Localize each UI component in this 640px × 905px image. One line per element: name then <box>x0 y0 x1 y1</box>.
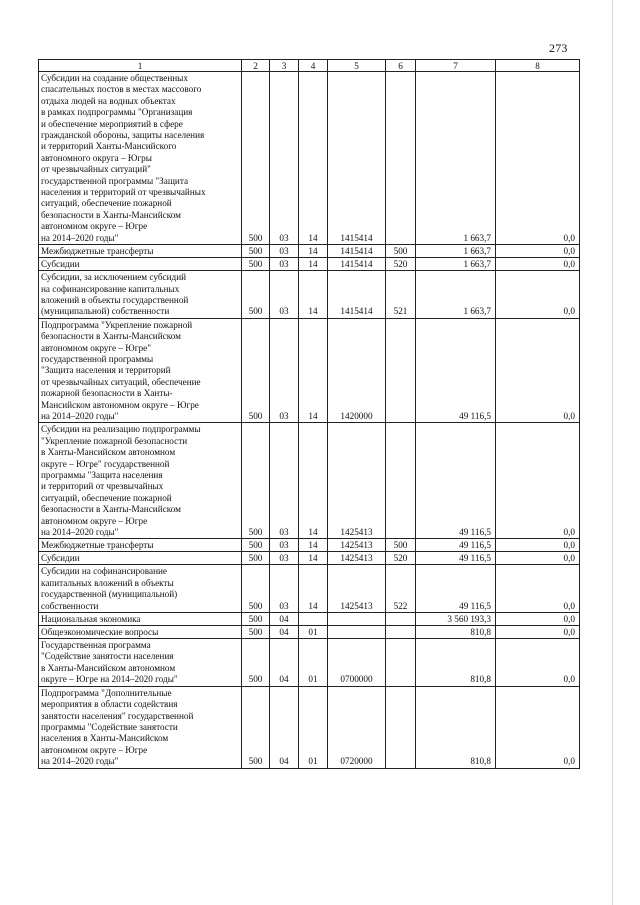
column-header-1: 1 <box>39 60 242 72</box>
row-target-article: 1425413 <box>328 423 386 539</box>
row-name: Субсидии на реализацию подпрограммы "Укрепление пожарной безопасности в Ханты-Мансийском автономном округе – Югре" государственной программы "Защита населения и территорий от чрезвычайных ситуаций, обеспечение пожарной безопасности в Ханты-Мансийском автономном округе – Югре на 2014–2020 годы" <box>39 423 242 539</box>
table-row <box>39 565 580 613</box>
row-section: 04 <box>270 613 299 626</box>
row-expense-type: 521 <box>386 271 416 319</box>
row-name: Подпрограмма "Укрепление пожарной безопасности в Ханты-Мансийском автономном округе – Югре" государственной программы "Защита населения и территорий от чрезвычайных ситуаций, обеспечение пожарной безопасности в Ханты- Мансийском автономном округе – Югре на 2014–2020 годы" <box>39 318 242 423</box>
table-row <box>39 271 580 319</box>
row-subsection: 14 <box>299 565 328 613</box>
row-amount: 1 663,7 <box>416 258 496 271</box>
table-row <box>39 245 580 258</box>
row-target-article <box>328 613 386 626</box>
row-name: Межбюджетные трансферты <box>39 245 242 258</box>
table-row <box>39 318 580 423</box>
table-row <box>39 258 580 271</box>
row-expense-type: 520 <box>386 552 416 565</box>
row-subsection: 14 <box>299 271 328 319</box>
row-amount-secondary: 0,0 <box>496 72 580 245</box>
row-amount-secondary: 0,0 <box>496 245 580 258</box>
row-target-article: 1420000 <box>328 318 386 423</box>
row-grbs: 500 <box>242 639 270 687</box>
row-subsection: 14 <box>299 423 328 539</box>
row-target-article <box>328 626 386 639</box>
row-subsection: 14 <box>299 318 328 423</box>
row-amount-secondary: 0,0 <box>496 639 580 687</box>
row-target-article: 1415414 <box>328 72 386 245</box>
row-amount-secondary: 0,0 <box>496 539 580 552</box>
row-grbs: 500 <box>242 423 270 539</box>
row-section: 03 <box>270 258 299 271</box>
row-section: 04 <box>270 686 299 768</box>
row-expense-type: 500 <box>386 539 416 552</box>
row-grbs: 500 <box>242 626 270 639</box>
row-subsection: 14 <box>299 245 328 258</box>
row-grbs: 500 <box>242 72 270 245</box>
row-amount: 49 116,5 <box>416 565 496 613</box>
row-amount: 49 116,5 <box>416 552 496 565</box>
table-row <box>39 539 580 552</box>
row-grbs: 500 <box>242 613 270 626</box>
scan-edge-line <box>612 0 613 905</box>
row-expense-type <box>386 626 416 639</box>
row-name: Общеэкономические вопросы <box>39 626 242 639</box>
table-row <box>39 423 580 539</box>
row-amount: 49 116,5 <box>416 423 496 539</box>
row-amount-secondary: 0,0 <box>496 686 580 768</box>
column-header-6: 6 <box>386 60 416 72</box>
table-row <box>39 552 580 565</box>
row-amount-secondary: 0,0 <box>496 552 580 565</box>
table-row <box>39 639 580 687</box>
row-name: Подпрограмма "Дополнительные мероприятия в области содействия занятости населения" государственной программы "Содействие занятости населения в Ханты-Мансийском автономном округе – Югре на 2014–2020 годы" <box>39 686 242 768</box>
row-expense-type <box>386 72 416 245</box>
page-number: 273 <box>549 41 568 55</box>
table-header-row <box>39 60 580 72</box>
row-section: 03 <box>270 72 299 245</box>
column-header-8: 8 <box>496 60 580 72</box>
row-grbs: 500 <box>242 552 270 565</box>
row-subsection <box>299 613 328 626</box>
row-name: Субсидии, за исключением субсидий на софинансирование капитальных вложений в объекты государственной (муниципальной) собственности <box>39 271 242 319</box>
row-section: 03 <box>270 245 299 258</box>
row-amount-secondary: 0,0 <box>496 626 580 639</box>
row-grbs: 500 <box>242 686 270 768</box>
row-name: Государственная программа "Содействие занятости населения в Ханты-Мансийском автономном округе – Югре на 2014–2020 годы" <box>39 639 242 687</box>
row-subsection: 14 <box>299 539 328 552</box>
table-row <box>39 72 580 245</box>
row-section: 03 <box>270 539 299 552</box>
column-header-3: 3 <box>270 60 299 72</box>
row-target-article: 1425413 <box>328 565 386 613</box>
column-header-7: 7 <box>416 60 496 72</box>
row-target-article: 1415414 <box>328 245 386 258</box>
row-expense-type: 500 <box>386 245 416 258</box>
row-expense-type <box>386 613 416 626</box>
row-amount: 1 663,7 <box>416 72 496 245</box>
row-expense-type: 520 <box>386 258 416 271</box>
row-amount-secondary: 0,0 <box>496 565 580 613</box>
row-section: 03 <box>270 318 299 423</box>
row-amount: 1 663,7 <box>416 245 496 258</box>
row-name: Субсидии <box>39 258 242 271</box>
row-expense-type <box>386 686 416 768</box>
row-amount: 1 663,7 <box>416 271 496 319</box>
row-expense-type <box>386 639 416 687</box>
row-section: 03 <box>270 423 299 539</box>
row-grbs: 500 <box>242 318 270 423</box>
row-subsection: 14 <box>299 552 328 565</box>
row-grbs: 500 <box>242 539 270 552</box>
row-grbs: 500 <box>242 258 270 271</box>
budget-table <box>38 59 580 769</box>
row-name: Национальная экономика <box>39 613 242 626</box>
row-amount-secondary: 0,0 <box>496 318 580 423</box>
row-section: 03 <box>270 565 299 613</box>
column-header-2: 2 <box>242 60 270 72</box>
table-row <box>39 686 580 768</box>
row-amount: 49 116,5 <box>416 318 496 423</box>
row-subsection: 14 <box>299 258 328 271</box>
row-subsection: 01 <box>299 626 328 639</box>
row-grbs: 500 <box>242 565 270 613</box>
row-amount: 49 116,5 <box>416 539 496 552</box>
row-subsection: 01 <box>299 639 328 687</box>
row-target-article: 0720000 <box>328 686 386 768</box>
row-amount-secondary: 0,0 <box>496 258 580 271</box>
row-subsection: 01 <box>299 686 328 768</box>
row-section: 03 <box>270 271 299 319</box>
row-name: Субсидии на софинансирование капитальных вложений в объекты государственной (муниципальной) собственности <box>39 565 242 613</box>
column-header-5: 5 <box>328 60 386 72</box>
table-row <box>39 626 580 639</box>
row-grbs: 500 <box>242 271 270 319</box>
row-amount: 810,8 <box>416 686 496 768</box>
row-subsection: 14 <box>299 72 328 245</box>
row-amount: 810,8 <box>416 639 496 687</box>
row-name: Межбюджетные трансферты <box>39 539 242 552</box>
row-amount: 810,8 <box>416 626 496 639</box>
row-name: Субсидии <box>39 552 242 565</box>
row-target-article: 1415414 <box>328 271 386 319</box>
column-header-4: 4 <box>299 60 328 72</box>
row-target-article: 0700000 <box>328 639 386 687</box>
row-grbs: 500 <box>242 245 270 258</box>
row-expense-type: 522 <box>386 565 416 613</box>
row-target-article: 1425413 <box>328 552 386 565</box>
row-expense-type <box>386 318 416 423</box>
row-section: 04 <box>270 626 299 639</box>
row-amount: 3 560 193,3 <box>416 613 496 626</box>
row-target-article: 1415414 <box>328 258 386 271</box>
row-section: 04 <box>270 639 299 687</box>
row-amount-secondary: 0,0 <box>496 423 580 539</box>
row-name: Субсидии на создание общественных спасательных постов в местах массового отдыха людей на водных объектах в рамках подпрограммы "Организация и обеспечение мероприятий в сфере гражданской обороны, защиты населения и территорий Ханты-Мансийского автономного округа – Югры от чрезвычайных ситуаций" государственной программы "Защита населения и территорий от чрезвычайных ситуаций, обеспечение пожарной безопасности в Ханты-Мансийском автономном округе – Югре на 2014–2020 годы" <box>39 72 242 245</box>
row-expense-type <box>386 423 416 539</box>
table-row <box>39 613 580 626</box>
row-amount-secondary: 0,0 <box>496 271 580 319</box>
row-target-article: 1425413 <box>328 539 386 552</box>
row-section: 03 <box>270 552 299 565</box>
row-amount-secondary: 0,0 <box>496 613 580 626</box>
